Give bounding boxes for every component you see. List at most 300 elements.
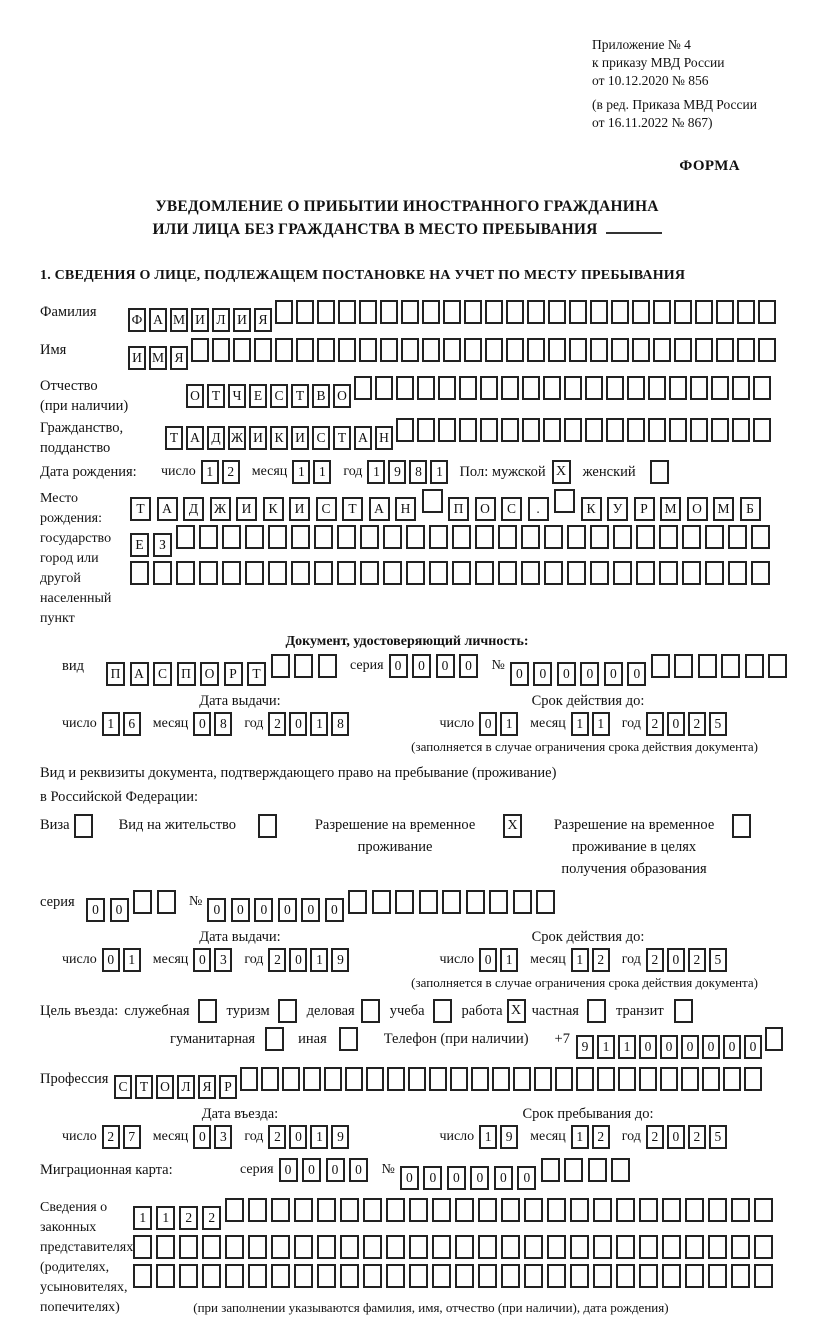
char-cell[interactable]: 2 (222, 460, 240, 484)
char-cell[interactable] (651, 654, 670, 678)
char-cell[interactable] (564, 418, 582, 442)
char-cell[interactable]: 1 (500, 712, 518, 736)
char-cell[interactable] (275, 338, 293, 362)
char-cell[interactable] (478, 1264, 497, 1288)
char-cell[interactable]: Т (342, 497, 363, 521)
char-cell[interactable] (524, 1264, 543, 1288)
char-cell[interactable]: 0 (436, 654, 455, 678)
char-cell[interactable]: Д (207, 426, 225, 450)
char-cell[interactable]: А (157, 497, 178, 521)
char-cell[interactable] (754, 1198, 773, 1222)
char-cell[interactable] (754, 1264, 773, 1288)
char-cell[interactable]: 9 (576, 1035, 594, 1059)
char-cell[interactable]: 9 (331, 1125, 349, 1149)
rvp-checkbox[interactable]: X (503, 814, 522, 838)
char-cell[interactable]: К (270, 426, 288, 450)
char-cell[interactable] (524, 1198, 543, 1222)
char-cell[interactable] (245, 525, 264, 549)
char-cell[interactable] (199, 561, 218, 585)
char-cell[interactable] (176, 525, 195, 549)
char-cell[interactable] (731, 1235, 750, 1259)
char-cell[interactable] (544, 525, 563, 549)
char-cell[interactable] (386, 1198, 405, 1222)
char-cell[interactable]: 2 (592, 948, 610, 972)
char-cell[interactable] (527, 300, 545, 324)
char-cell[interactable] (254, 338, 272, 362)
char-cell[interactable]: З (153, 533, 172, 557)
char-cell[interactable] (324, 1067, 342, 1091)
char-cell[interactable]: 0 (389, 654, 408, 678)
char-cell[interactable] (555, 1067, 573, 1091)
char-cell[interactable] (627, 376, 645, 400)
char-cell[interactable]: 0 (447, 1166, 466, 1190)
char-cell[interactable] (225, 1264, 244, 1288)
char-cell[interactable] (695, 338, 713, 362)
char-cell[interactable] (133, 890, 152, 914)
char-cell[interactable] (317, 1198, 336, 1222)
char-cell[interactable] (548, 300, 566, 324)
char-cell[interactable] (282, 1067, 300, 1091)
char-cell[interactable] (606, 418, 624, 442)
char-cell[interactable] (157, 890, 176, 914)
char-cell[interactable]: 0 (279, 1158, 298, 1182)
char-cell[interactable] (478, 1198, 497, 1222)
purpose-transit-checkbox[interactable] (674, 999, 693, 1023)
char-cell[interactable] (268, 561, 287, 585)
char-cell[interactable]: Ч (228, 384, 246, 408)
char-cell[interactable]: О (475, 497, 496, 521)
char-cell[interactable]: 1 (367, 460, 385, 484)
char-cell[interactable]: П (448, 497, 469, 521)
char-cell[interactable] (225, 1235, 244, 1259)
char-cell[interactable]: А (369, 497, 390, 521)
char-cell[interactable] (317, 1264, 336, 1288)
char-cell[interactable] (372, 890, 391, 914)
char-cell[interactable]: И (233, 308, 251, 332)
char-cell[interactable]: С (312, 426, 330, 450)
char-cell[interactable] (212, 338, 230, 362)
char-cell[interactable]: 2 (646, 712, 664, 736)
char-cell[interactable] (662, 1264, 681, 1288)
purpose-tourism-checkbox[interactable] (278, 999, 297, 1023)
char-cell[interactable] (345, 1067, 363, 1091)
char-cell[interactable] (271, 1198, 290, 1222)
char-cell[interactable] (294, 654, 313, 678)
char-cell[interactable]: 1 (310, 948, 328, 972)
char-cell[interactable]: И (128, 346, 146, 370)
char-cell[interactable] (708, 1198, 727, 1222)
char-cell[interactable] (348, 890, 367, 914)
char-cell[interactable]: К (581, 497, 602, 521)
char-cell[interactable]: 2 (688, 712, 706, 736)
char-cell[interactable] (547, 1235, 566, 1259)
char-cell[interactable] (543, 418, 561, 442)
char-cell[interactable] (464, 338, 482, 362)
char-cell[interactable] (248, 1198, 267, 1222)
char-cell[interactable]: 1 (123, 948, 141, 972)
char-cell[interactable] (653, 300, 671, 324)
char-cell[interactable]: 0 (231, 898, 250, 922)
char-cell[interactable] (524, 1235, 543, 1259)
char-cell[interactable] (406, 525, 425, 549)
char-cell[interactable] (513, 890, 532, 914)
char-cell[interactable]: Е (249, 384, 267, 408)
char-cell[interactable] (547, 1264, 566, 1288)
char-cell[interactable]: 0 (207, 898, 226, 922)
char-cell[interactable]: И (249, 426, 267, 450)
char-cell[interactable]: 0 (667, 948, 685, 972)
char-cell[interactable] (340, 1264, 359, 1288)
char-cell[interactable] (570, 1198, 589, 1222)
char-cell[interactable] (261, 1067, 279, 1091)
char-cell[interactable]: 0 (325, 898, 344, 922)
char-cell[interactable] (632, 300, 650, 324)
char-cell[interactable]: Л (177, 1075, 195, 1099)
char-cell[interactable] (383, 561, 402, 585)
char-cell[interactable] (498, 561, 517, 585)
char-cell[interactable]: 5 (709, 1125, 727, 1149)
char-cell[interactable] (723, 1067, 741, 1091)
char-cell[interactable]: Н (375, 426, 393, 450)
char-cell[interactable] (716, 300, 734, 324)
char-cell[interactable] (705, 525, 724, 549)
char-cell[interactable] (340, 1235, 359, 1259)
char-cell[interactable] (480, 376, 498, 400)
char-cell[interactable] (695, 300, 713, 324)
char-cell[interactable]: Я (254, 308, 272, 332)
char-cell[interactable]: 8 (409, 460, 427, 484)
char-cell[interactable]: 1 (592, 712, 610, 736)
char-cell[interactable] (271, 1264, 290, 1288)
char-cell[interactable]: П (106, 662, 125, 686)
char-cell[interactable]: 0 (627, 662, 646, 686)
char-cell[interactable] (383, 525, 402, 549)
char-cell[interactable] (489, 890, 508, 914)
char-cell[interactable]: 0 (723, 1035, 741, 1059)
char-cell[interactable] (662, 1198, 681, 1222)
char-cell[interactable] (455, 1235, 474, 1259)
char-cell[interactable] (636, 525, 655, 549)
char-cell[interactable]: 6 (123, 712, 141, 736)
char-cell[interactable] (659, 561, 678, 585)
char-cell[interactable] (156, 1235, 175, 1259)
char-cell[interactable] (354, 376, 372, 400)
char-cell[interactable]: С (153, 662, 172, 686)
char-cell[interactable] (176, 561, 195, 585)
char-cell[interactable]: 5 (709, 948, 727, 972)
char-cell[interactable] (751, 561, 770, 585)
char-cell[interactable] (702, 1067, 720, 1091)
char-cell[interactable] (222, 561, 241, 585)
char-cell[interactable] (548, 338, 566, 362)
char-cell[interactable] (768, 654, 787, 678)
char-cell[interactable] (606, 376, 624, 400)
char-cell[interactable] (363, 1264, 382, 1288)
char-cell[interactable] (611, 300, 629, 324)
char-cell[interactable] (438, 376, 456, 400)
char-cell[interactable]: 1 (479, 1125, 497, 1149)
char-cell[interactable]: 1 (102, 712, 120, 736)
char-cell[interactable]: 0 (86, 898, 105, 922)
char-cell[interactable] (765, 1027, 783, 1051)
char-cell[interactable]: 1 (310, 1125, 328, 1149)
char-cell[interactable]: 0 (301, 898, 320, 922)
char-cell[interactable] (682, 561, 701, 585)
char-cell[interactable] (513, 1067, 531, 1091)
char-cell[interactable]: 0 (412, 654, 431, 678)
char-cell[interactable] (480, 418, 498, 442)
char-cell[interactable] (466, 890, 485, 914)
char-cell[interactable]: А (186, 426, 204, 450)
char-cell[interactable]: 0 (102, 948, 120, 972)
char-cell[interactable] (303, 1067, 321, 1091)
char-cell[interactable]: 9 (388, 460, 406, 484)
char-cell[interactable]: М (713, 497, 734, 521)
char-cell[interactable] (422, 489, 443, 513)
char-cell[interactable] (593, 1235, 612, 1259)
char-cell[interactable] (554, 489, 575, 513)
char-cell[interactable]: 1 (571, 1125, 589, 1149)
rvp-education-checkbox[interactable] (732, 814, 751, 838)
char-cell[interactable] (314, 561, 333, 585)
char-cell[interactable] (337, 525, 356, 549)
char-cell[interactable] (660, 1067, 678, 1091)
char-cell[interactable]: Е (130, 533, 149, 557)
char-cell[interactable]: 0 (289, 712, 307, 736)
char-cell[interactable]: 0 (479, 948, 497, 972)
char-cell[interactable] (296, 300, 314, 324)
char-cell[interactable] (698, 654, 717, 678)
char-cell[interactable] (731, 1264, 750, 1288)
char-cell[interactable] (616, 1235, 635, 1259)
char-cell[interactable]: 2 (688, 948, 706, 972)
char-cell[interactable] (245, 561, 264, 585)
char-cell[interactable] (567, 525, 586, 549)
char-cell[interactable] (359, 338, 377, 362)
char-cell[interactable] (386, 1235, 405, 1259)
char-cell[interactable] (737, 300, 755, 324)
char-cell[interactable]: К (263, 497, 284, 521)
char-cell[interactable]: 2 (179, 1206, 198, 1230)
char-cell[interactable] (569, 338, 587, 362)
char-cell[interactable]: Т (291, 384, 309, 408)
char-cell[interactable]: 1 (571, 712, 589, 736)
char-cell[interactable] (501, 376, 519, 400)
char-cell[interactable] (409, 1198, 428, 1222)
char-cell[interactable]: А (354, 426, 372, 450)
char-cell[interactable]: 1 (156, 1206, 175, 1230)
char-cell[interactable] (732, 376, 750, 400)
char-cell[interactable] (534, 1067, 552, 1091)
char-cell[interactable] (291, 561, 310, 585)
char-cell[interactable] (501, 1264, 520, 1288)
char-cell[interactable] (506, 338, 524, 362)
char-cell[interactable] (422, 300, 440, 324)
char-cell[interactable] (682, 525, 701, 549)
char-cell[interactable]: 0 (302, 1158, 321, 1182)
char-cell[interactable]: 0 (400, 1166, 419, 1190)
char-cell[interactable] (711, 376, 729, 400)
char-cell[interactable] (613, 525, 632, 549)
char-cell[interactable]: 0 (494, 1166, 513, 1190)
char-cell[interactable]: 9 (500, 1125, 518, 1149)
char-cell[interactable] (690, 418, 708, 442)
char-cell[interactable] (690, 376, 708, 400)
title-blank-line[interactable] (606, 220, 662, 234)
char-cell[interactable] (745, 654, 764, 678)
char-cell[interactable] (396, 418, 414, 442)
char-cell[interactable] (429, 525, 448, 549)
char-cell[interactable]: . (528, 497, 549, 521)
char-cell[interactable] (455, 1198, 474, 1222)
char-cell[interactable] (754, 1235, 773, 1259)
char-cell[interactable]: 1 (571, 948, 589, 972)
char-cell[interactable]: 0 (193, 948, 211, 972)
char-cell[interactable]: 0 (667, 712, 685, 736)
char-cell[interactable]: У (607, 497, 628, 521)
char-cell[interactable] (317, 338, 335, 362)
char-cell[interactable]: 2 (688, 1125, 706, 1149)
char-cell[interactable] (685, 1198, 704, 1222)
char-cell[interactable] (360, 561, 379, 585)
char-cell[interactable] (409, 1235, 428, 1259)
char-cell[interactable] (478, 1235, 497, 1259)
char-cell[interactable] (564, 376, 582, 400)
char-cell[interactable]: М (660, 497, 681, 521)
char-cell[interactable]: 0 (533, 662, 552, 686)
char-cell[interactable] (639, 1198, 658, 1222)
char-cell[interactable] (659, 525, 678, 549)
char-cell[interactable]: Ж (210, 497, 231, 521)
char-cell[interactable]: 5 (709, 712, 727, 736)
char-cell[interactable] (401, 338, 419, 362)
char-cell[interactable]: 0 (470, 1166, 489, 1190)
char-cell[interactable]: 2 (646, 1125, 664, 1149)
char-cell[interactable] (685, 1235, 704, 1259)
char-cell[interactable] (564, 1158, 583, 1182)
char-cell[interactable]: Р (224, 662, 243, 686)
sex-male-checkbox[interactable]: X (552, 460, 571, 484)
char-cell[interactable]: 1 (310, 712, 328, 736)
char-cell[interactable]: 1 (618, 1035, 636, 1059)
char-cell[interactable] (611, 1158, 630, 1182)
char-cell[interactable] (744, 1067, 762, 1091)
char-cell[interactable] (585, 418, 603, 442)
char-cell[interactable] (294, 1198, 313, 1222)
char-cell[interactable] (728, 525, 747, 549)
char-cell[interactable]: 2 (268, 1125, 286, 1149)
char-cell[interactable] (639, 1235, 658, 1259)
char-cell[interactable] (590, 338, 608, 362)
char-cell[interactable] (386, 1264, 405, 1288)
char-cell[interactable] (705, 561, 724, 585)
char-cell[interactable]: 0 (604, 662, 623, 686)
char-cell[interactable] (363, 1235, 382, 1259)
residence-permit-checkbox[interactable] (258, 814, 277, 838)
char-cell[interactable] (681, 1067, 699, 1091)
char-cell[interactable] (387, 1067, 405, 1091)
char-cell[interactable] (527, 338, 545, 362)
char-cell[interactable] (639, 1067, 657, 1091)
char-cell[interactable] (501, 418, 519, 442)
char-cell[interactable]: Д (183, 497, 204, 521)
char-cell[interactable] (590, 525, 609, 549)
char-cell[interactable]: Я (198, 1075, 216, 1099)
char-cell[interactable]: И (289, 497, 310, 521)
char-cell[interactable]: 1 (500, 948, 518, 972)
char-cell[interactable] (506, 300, 524, 324)
char-cell[interactable]: 0 (479, 712, 497, 736)
char-cell[interactable]: 0 (510, 662, 529, 686)
char-cell[interactable]: Т (135, 1075, 153, 1099)
char-cell[interactable]: Р (634, 497, 655, 521)
char-cell[interactable] (294, 1235, 313, 1259)
char-cell[interactable]: 0 (681, 1035, 699, 1059)
char-cell[interactable]: Л (212, 308, 230, 332)
char-cell[interactable]: С (501, 497, 522, 521)
char-cell[interactable]: 0 (517, 1166, 536, 1190)
char-cell[interactable] (296, 338, 314, 362)
char-cell[interactable]: 2 (646, 948, 664, 972)
char-cell[interactable] (442, 890, 461, 914)
char-cell[interactable] (240, 1067, 258, 1091)
char-cell[interactable] (443, 338, 461, 362)
char-cell[interactable] (753, 418, 771, 442)
char-cell[interactable] (711, 418, 729, 442)
char-cell[interactable] (318, 654, 337, 678)
char-cell[interactable] (590, 300, 608, 324)
char-cell[interactable] (669, 376, 687, 400)
char-cell[interactable] (632, 338, 650, 362)
char-cell[interactable]: 0 (289, 1125, 307, 1149)
char-cell[interactable] (363, 1198, 382, 1222)
char-cell[interactable]: 0 (193, 712, 211, 736)
char-cell[interactable]: М (149, 346, 167, 370)
char-cell[interactable] (521, 561, 540, 585)
char-cell[interactable]: 7 (123, 1125, 141, 1149)
char-cell[interactable] (271, 654, 290, 678)
char-cell[interactable]: С (270, 384, 288, 408)
char-cell[interactable]: 2 (102, 1125, 120, 1149)
char-cell[interactable] (662, 1235, 681, 1259)
char-cell[interactable]: О (156, 1075, 174, 1099)
char-cell[interactable]: 0 (667, 1125, 685, 1149)
char-cell[interactable] (133, 1264, 152, 1288)
char-cell[interactable] (417, 418, 435, 442)
char-cell[interactable] (570, 1235, 589, 1259)
char-cell[interactable] (380, 300, 398, 324)
char-cell[interactable]: 8 (331, 712, 349, 736)
purpose-official-checkbox[interactable] (198, 999, 217, 1023)
char-cell[interactable] (728, 561, 747, 585)
char-cell[interactable] (653, 338, 671, 362)
char-cell[interactable] (317, 1235, 336, 1259)
char-cell[interactable] (590, 561, 609, 585)
char-cell[interactable] (674, 654, 693, 678)
char-cell[interactable] (396, 376, 414, 400)
char-cell[interactable] (438, 418, 456, 442)
char-cell[interactable] (613, 561, 632, 585)
char-cell[interactable] (459, 418, 477, 442)
char-cell[interactable]: 0 (326, 1158, 345, 1182)
char-cell[interactable] (541, 1158, 560, 1182)
char-cell[interactable]: 2 (268, 948, 286, 972)
char-cell[interactable]: С (114, 1075, 132, 1099)
char-cell[interactable] (153, 561, 172, 585)
char-cell[interactable] (291, 525, 310, 549)
char-cell[interactable] (475, 561, 494, 585)
purpose-study-checkbox[interactable] (433, 999, 452, 1023)
